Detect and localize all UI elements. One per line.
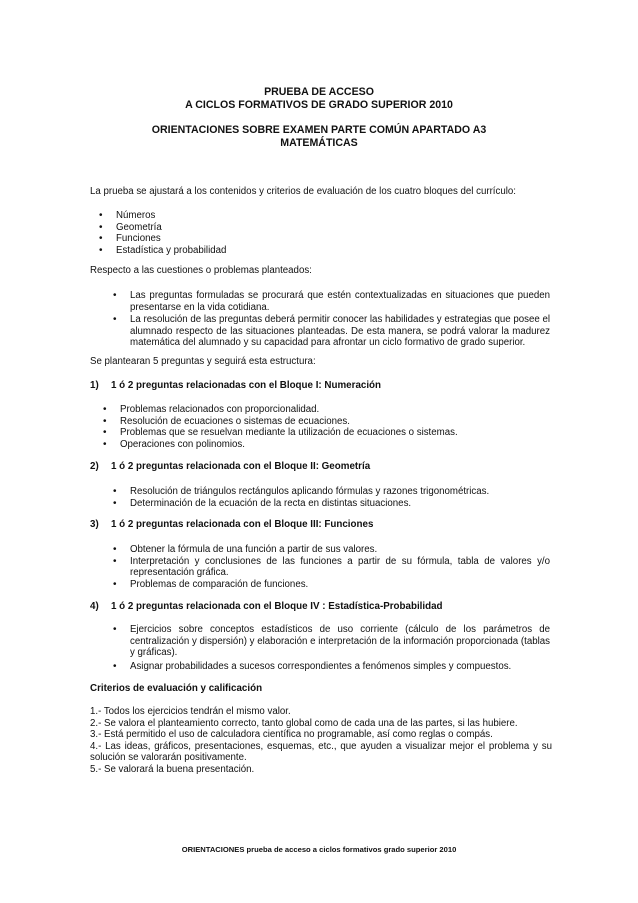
list-item: • Asignar probabilidades a sucesos correspondientes a fenómenos simples y compuestos. (130, 661, 550, 673)
section-title: 1 ó 2 preguntas relacionada con el Bloque IV : Estadística-Probabilidad (111, 601, 443, 612)
list-item: • Problemas relacionados con proporcionalidad. (120, 404, 550, 416)
list-item: • Interpretación y conclusiones de las funciones a partir de su fórmula, tabla de valores y/o representación gráfica. (130, 556, 550, 579)
list-item: • Números (116, 210, 546, 222)
criteria-item: 2.- Se valora el planteamiento correcto, tanto global como de cada una de las partes, si las hubiere. (90, 717, 518, 729)
list-item: • Problemas que se resuelvan mediante la utilización de ecuaciones o sistemas. (120, 427, 550, 439)
list-item: • Resolución de ecuaciones o sistemas de ecuaciones. (120, 416, 550, 428)
section-heading (90, 519, 552, 531)
list-item: • La resolución de las preguntas deberá permitir conocer las habilidades y estrategias que posee el alumnado respecto de las situaciones planteadas. De esta manera, se podrá valorar la madurez matemática del alumnado y su capacidad para afrontar un ciclo formativo de grado superior. (130, 314, 550, 349)
criteria-item: 3.- Está permitido el uso de calculadora científica no programable, así como reglas o compás. (90, 729, 493, 741)
list-item: • Las preguntas formuladas se procurará que estén contextualizadas en situaciones que pueden presentarse en la vida cotidiana. (130, 290, 550, 313)
section-heading (90, 380, 552, 392)
criteria-list (90, 706, 552, 776)
list-item: • Problemas de comparación de funciones. (130, 579, 550, 591)
section-title: 1 ó 2 preguntas relacionada con el Bloque II: Geometría (111, 461, 371, 472)
criteria-heading: Criterios de evaluación y calificación (90, 683, 263, 694)
section-number: 4) (90, 601, 99, 612)
criteria-item: 1.- Todos los ejercicios tendrán el mismo valor. (90, 706, 291, 717)
respect-heading: Respecto a las cuestiones o problemas planteados: (90, 265, 312, 276)
section-heading (90, 601, 552, 613)
section-heading (90, 461, 552, 473)
criteria-item: 4.- Las ideas, gráficos, presentaciones, esquemas, etc., que ayuden a visualizar mejor el problema y su solución se valorarán positivamente. (90, 740, 552, 764)
list-item: • Funciones (116, 233, 546, 245)
list-item: • Geometría (116, 222, 546, 234)
section-number: 1) (90, 380, 99, 391)
section-title: 1 ó 2 preguntas relacionadas con el Bloque I: Numeración (111, 380, 382, 391)
list-item: • Determinación de la ecuación de la recta en distintas situaciones. (130, 498, 550, 510)
section-title: 1 ó 2 preguntas relacionada con el Bloque III: Funciones (111, 519, 374, 530)
header-title: PRUEBA DE ACCESO (264, 86, 374, 98)
section-number: 2) (90, 461, 99, 472)
structure-intro: Se plantearan 5 preguntas y seguirá esta estructura: (90, 356, 316, 367)
page-footer: ORIENTACIONES prueba de acceso a ciclos formativos grado superior 2010 (181, 845, 457, 854)
list-item: • Estadística y probabilidad (116, 245, 546, 257)
header-orientations: ORIENTACIONES SOBRE EXAMEN PARTE COMÚN APARTADO A3 (151, 124, 487, 136)
list-item: • Resolución de triángulos rectángulos aplicando fórmulas y razones trigonométricas. (130, 486, 550, 498)
header-subject: MATEMÁTICAS (280, 137, 358, 149)
intro-paragraph: La prueba se ajustará a los contenidos y criterios de evaluación de los cuatro bloques del currículo: (90, 186, 516, 197)
header-subtitle: A CICLOS FORMATIVOS DE GRADO SUPERIOR 2010 (185, 99, 453, 111)
section-number: 3) (90, 519, 99, 530)
criteria-item: 5.- Se valorará la buena presentación. (90, 763, 255, 775)
list-item: • Ejercicios sobre conceptos estadísticos de uso corriente (cálculo de los parámetros de centralización y dispersión) y elaboración e interpretación de la información proporcionada (tablas y gráficas). (130, 624, 550, 659)
list-item: • Operaciones con polinomios. (120, 439, 550, 451)
list-item: • Obtener la fórmula de una función a partir de sus valores. (130, 544, 550, 556)
